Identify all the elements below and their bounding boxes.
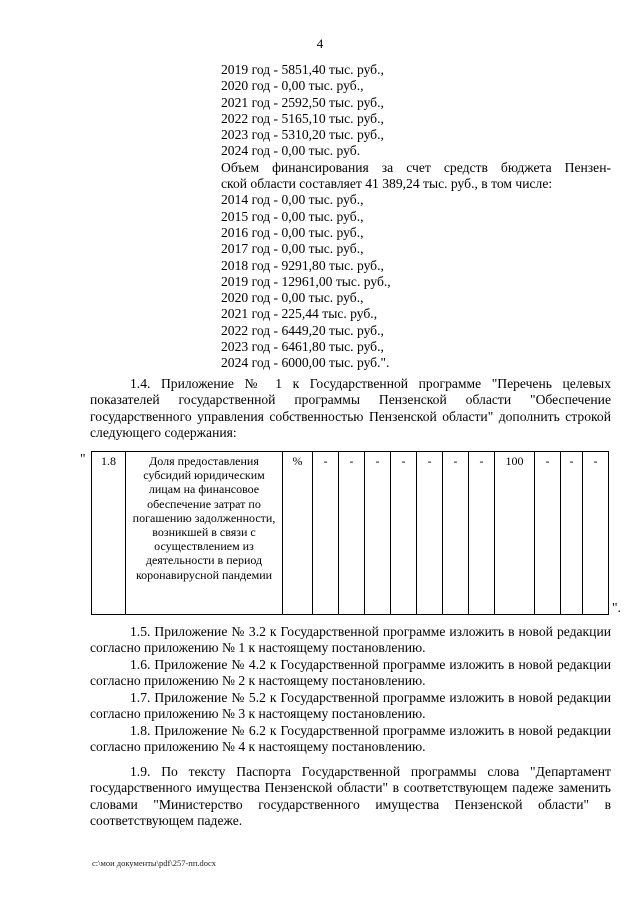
table-cell-value: -: [561, 452, 583, 615]
table-cell-value: -: [583, 452, 609, 615]
financing-line: 2021 год - 225,44 тыс. руб.,: [221, 306, 378, 322]
table-cell-value: -: [469, 452, 495, 615]
paragraph-1-9: 1.9. По тексту Паспорта Государственной программы слова "Департамент государственного имущества Пензенской области" в соответствующем падеже заменить словами "Министерство государственного имущества Пензенской области" в соответствующем падеже.: [90, 764, 611, 828]
table-cell-unit: %: [283, 452, 313, 615]
financing-line: 2019 год - 12961,00 тыс. руб.,: [221, 273, 391, 289]
financing-line: 2022 год - 6449,20 тыс. руб.,: [221, 322, 384, 338]
table-cell-value: -: [417, 452, 443, 615]
financing-line: 2014 год - 0,00 тыс. руб.,: [221, 192, 364, 208]
financing-line: 2016 год - 0,00 тыс. руб.,: [221, 224, 364, 240]
table-cell-value: -: [365, 452, 391, 615]
financing-line: 2021 год - 2592,50 тыс. руб.,: [221, 94, 384, 110]
table-cell-value: 100: [495, 452, 535, 615]
table-open-quote: ": [80, 451, 86, 466]
table-cell-value: -: [391, 452, 417, 615]
financing-line: 2020 год - 0,00 тыс. руб.,: [221, 290, 364, 306]
table-cell-number: 1.8: [92, 452, 126, 615]
financing-line: 2017 год - 0,00 тыс. руб.,: [221, 241, 364, 257]
paragraph-1-4: 1.4. Приложение № 1 к Государственной программе "Перечень целевых показателей государственной программы Пензенской области "Обеспечение государственного управления собственностью Пензенской области" дополнить строкой следующего содержания:: [90, 376, 611, 440]
table-cell-value: -: [339, 452, 365, 615]
financing-line: 2023 год - 6461,80 тыс. руб.,: [221, 339, 384, 355]
financing-line: 2023 год - 5310,20 тыс. руб.,: [221, 127, 384, 143]
paragraph-1-5: 1.5. Приложение № 3.2 к Государственной программе изложить в новой редакции согласно приложению № 1 к настоящему постановлению.: [90, 624, 611, 656]
financing-line: 2022 год - 5165,10 тыс. руб.,: [221, 110, 384, 126]
table-row: [92, 452, 609, 615]
paragraph-1-8: 1.8. Приложение № 6.2 к Государственной программе изложить в новой редакции согласно приложению № 4 к настоящему постановлению.: [90, 723, 611, 755]
regional-intro-line: Объем финансирования за счет средств бюджета Пензен-: [221, 159, 611, 175]
financing-line: 2019 год - 5851,40 тыс. руб.,: [221, 62, 384, 77]
table-cell-value: -: [443, 452, 469, 615]
financing-line: 2024 год - 0,00 тыс. руб.: [221, 143, 361, 159]
financing-line: 2020 год - 0,00 тыс. руб.,: [221, 78, 364, 94]
financing-line: 2018 год - 9291,80 тыс. руб.,: [221, 257, 384, 273]
footer-file-path: c:\мои документы\pdf\257-пп.docx: [92, 858, 217, 868]
financing-line: 2024 год - 6000,00 тыс. руб.".: [221, 355, 390, 371]
page-number: 4: [316, 36, 324, 51]
financing-line: 2015 год - 0,00 тыс. руб.,: [221, 208, 364, 224]
financing-block: [221, 62, 611, 372]
table-cell-name: Доля предоставления субсидий юридическим лицам на финансовое обеспечение затрат по погашению задолженности, возникшей в связи с осуществлением из деятельности в период коронавирусной пандемии: [126, 452, 283, 615]
table-cell-value: -: [535, 452, 561, 615]
regional-intro-line: ской области составляет 41 389,24 тыс. руб., в том числе:: [221, 176, 553, 192]
table-cell-value: -: [313, 452, 339, 615]
indicator-table: [91, 451, 609, 615]
table-close-quote: ".: [612, 600, 621, 615]
paragraph-1-6: 1.6. Приложение № 4.2 к Государственной программе изложить в новой редакции согласно приложению № 2 к настоящему постановлению.: [90, 657, 611, 689]
paragraph-1-7: 1.7. Приложение № 5.2 к Государственной программе изложить в новой редакции согласно приложению № 3 к настоящему постановлению.: [90, 690, 611, 722]
